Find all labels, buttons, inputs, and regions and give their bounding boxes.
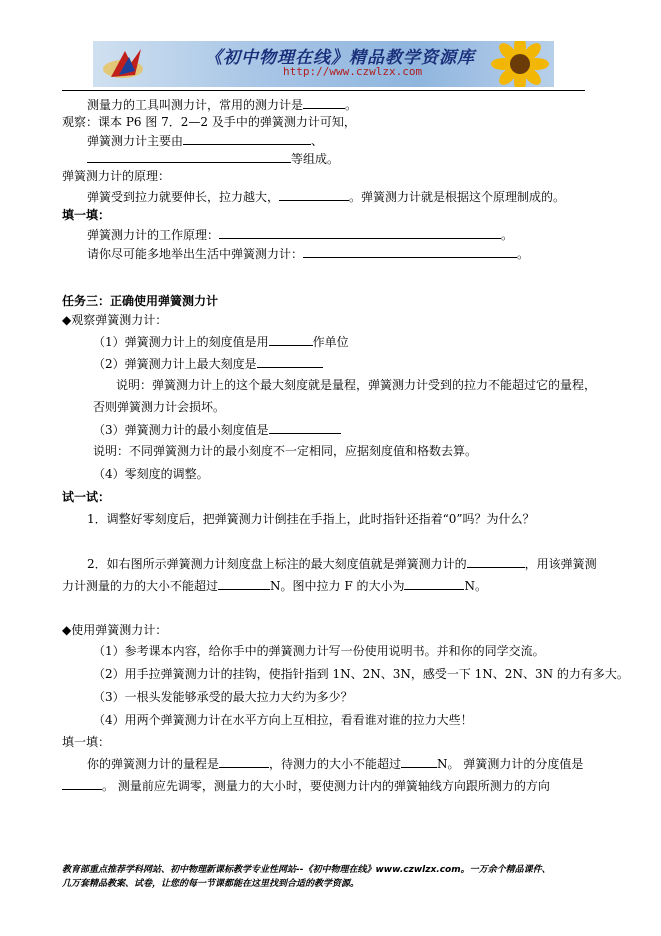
- blank-field[interactable]: [303, 245, 517, 258]
- line-14: 说明：弹簧测力计上的这个最大刻度就是量程，弹簧测力计受到的拉力不能超过它的量程，: [116, 378, 597, 392]
- blank-field[interactable]: [269, 421, 341, 434]
- text: N。图中拉力 F 的大小为: [270, 579, 405, 593]
- line-16: [93, 421, 341, 438]
- text: 2．如右图所示弹簧测力计刻度盘上标注的最大刻度值就是弹簧测力计的: [87, 557, 467, 571]
- footer-line-2: 几万套精品教案、试卷，让您的每一节课都能在这里找到合适的教学资源。: [62, 879, 360, 889]
- text: 、: [311, 134, 324, 148]
- line-21: [87, 555, 597, 572]
- banner-title: 《初中物理在线》精品教学资源库: [205, 48, 475, 68]
- line-1: [87, 96, 357, 113]
- line-4: [87, 150, 339, 167]
- line-9: [87, 245, 529, 262]
- text: 。: [501, 228, 514, 242]
- text: 。弹簧测力计就是根据这个原理制成的。: [349, 190, 566, 204]
- text: N。 弹簧测力计的分度值是: [437, 757, 584, 771]
- blank-field[interactable]: [87, 150, 291, 163]
- line-17: 说明：不同弹簧测力计的最小刻度不一定相同，应据刻度值和格数去算。: [93, 444, 478, 458]
- line-8: [87, 226, 513, 243]
- line-25: （2）用手拉弹簧测力计的挂钩，使指针指到 1N、2N、3N，感受一下 1N、2N、3N 的力有多大。: [93, 667, 629, 681]
- text: 弹簧受到拉力就要伸长，拉力越大，: [87, 190, 280, 204]
- line-12: [93, 333, 349, 350]
- text: （2）弹簧测力计上最大刻度是: [93, 357, 257, 371]
- blank-field[interactable]: [218, 577, 270, 590]
- line-23: ◆使用弹簧测力计：: [62, 623, 168, 637]
- section-heading: 填一填：: [62, 208, 111, 222]
- text: 。: [517, 247, 530, 261]
- page-footer: [62, 863, 602, 891]
- footer-line-1: 教育部重点推荐学科网站、初中物理新课标教学专业性网站--《初中物理在线》www.czwlzx.com。一万余个精品课件、: [62, 865, 551, 875]
- line-29: [87, 755, 583, 772]
- line-18: （4）零刻度的调整。: [93, 467, 209, 481]
- text: N。: [464, 579, 487, 593]
- line-20: 1．调整好零刻度后，把弹簧测力计倒挂在手指上，此时指针还指着“0”吗？为什么？: [87, 512, 535, 526]
- line-26: （3）一根头发能够承受的最大拉力大约为多少？: [93, 690, 353, 704]
- blank-field[interactable]: [219, 226, 501, 239]
- line-2: 观察：课本 P6 图 7．2—2 及手中的弹簧测力计可知，: [62, 115, 356, 129]
- text: 等组成。: [291, 152, 340, 166]
- banner-url: http://www.czwlzx.com: [283, 65, 423, 78]
- blank-field[interactable]: [303, 96, 345, 109]
- site-logo-icon: [101, 45, 161, 83]
- blank-field[interactable]: [467, 555, 525, 568]
- text: 力计测量的力的大小不能超过: [62, 579, 219, 593]
- blank-field[interactable]: [219, 755, 269, 768]
- blank-field[interactable]: [404, 577, 464, 590]
- text: ，用该弹簧测: [524, 557, 597, 571]
- text: ，待测力的大小不能超过: [269, 757, 402, 771]
- blank-field[interactable]: [401, 755, 437, 768]
- text: 。: [345, 98, 358, 112]
- section-heading: 试一试：: [62, 490, 111, 504]
- line-6: [87, 188, 565, 205]
- header-banner: [93, 41, 554, 87]
- line-24: （1）参考课本内容，给你手中的弹簧测力计写一份使用说明书。并和你的同学交流。: [93, 644, 545, 658]
- line-5: 弹簧测力计的原理：: [62, 169, 171, 183]
- line-30: [62, 777, 550, 794]
- line-3: [87, 132, 323, 149]
- task-heading: 任务三：正确使用弹簧测力计: [62, 294, 219, 308]
- line-13: [93, 355, 323, 372]
- text: 请你尽可能多地举出生活中弹簧测力计：: [87, 247, 304, 261]
- blank-field[interactable]: [62, 777, 102, 790]
- text: 作单位: [312, 335, 349, 349]
- sunflower-icon: [485, 41, 554, 87]
- text: 弹簧测力计的工作原理：: [87, 228, 220, 242]
- line-22: [62, 577, 487, 594]
- text: （3）弹簧测力计的最小刻度值是: [93, 423, 269, 437]
- line-28: 填一填：: [62, 735, 111, 749]
- text: 测量力的工具叫测力计，常用的测力计是: [87, 98, 304, 112]
- blank-field[interactable]: [183, 132, 311, 145]
- line-15: 否则弹簧测力计会损坏。: [93, 400, 226, 414]
- text: 。 测量前应先调零，测量力的大小时，要使测力计内的弹簧轴线方向跟所测力的方向: [102, 779, 550, 793]
- blank-field[interactable]: [257, 355, 323, 368]
- header-rule: [62, 90, 585, 91]
- line-27: （4）用两个弹簧测力计在水平方向上互相拉，看看谁对谁的拉力大些！: [93, 713, 473, 727]
- blank-field[interactable]: [269, 333, 313, 346]
- line-11: ◆观察弹簧测力计：: [62, 313, 168, 327]
- text: 你的弹簧测力计的量程是: [87, 757, 220, 771]
- blank-field[interactable]: [279, 188, 349, 201]
- text: 弹簧测力计主要由: [87, 134, 184, 148]
- text: （1）弹簧测力计上的刻度值是用: [93, 335, 269, 349]
